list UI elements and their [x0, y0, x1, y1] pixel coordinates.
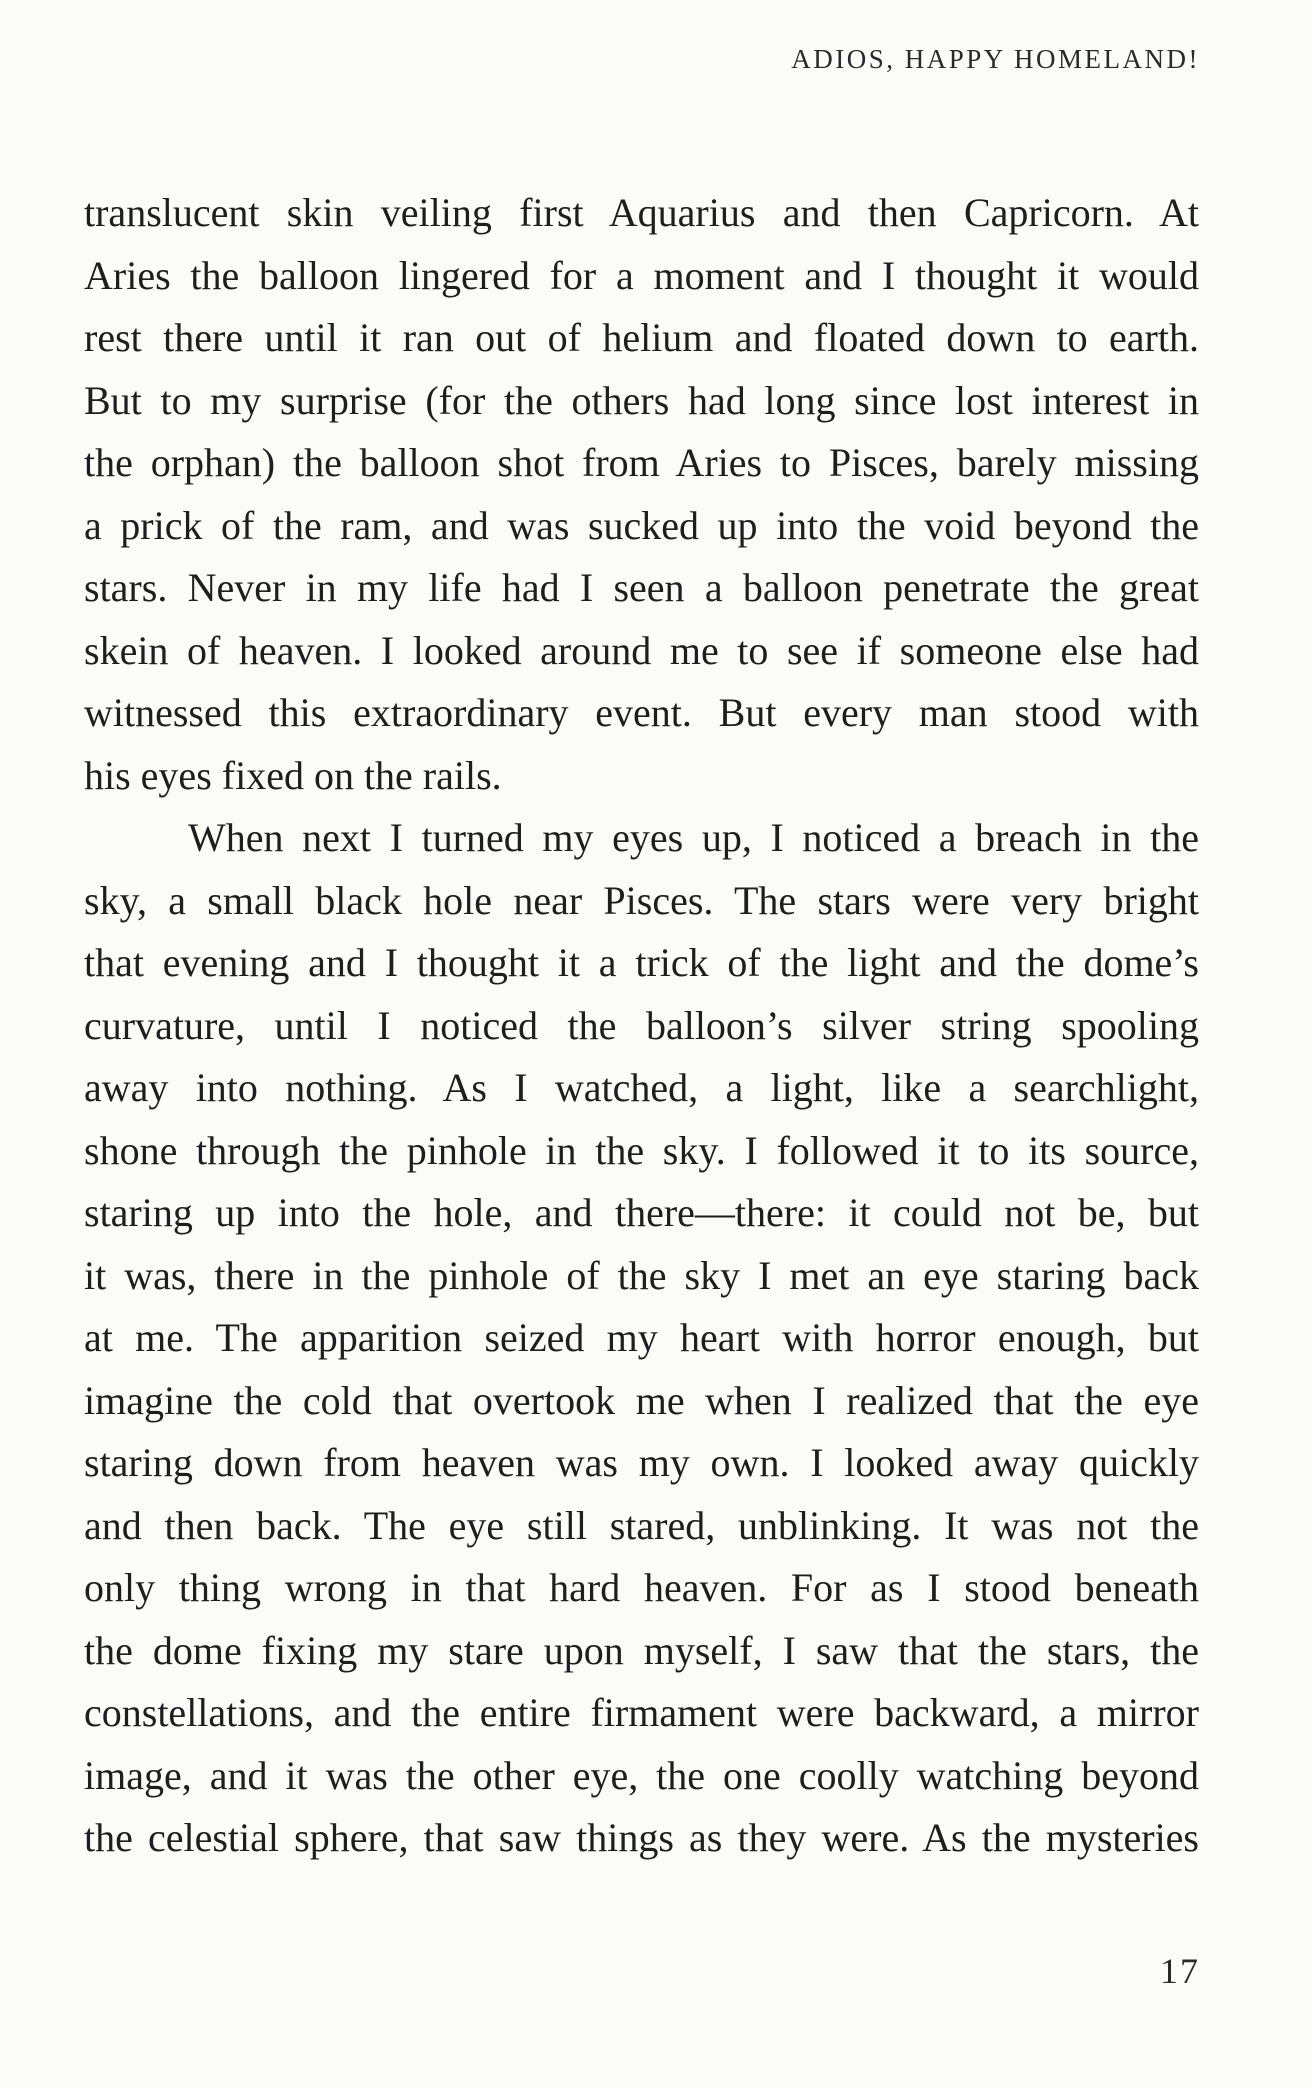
text-line: imagine the cold that overtook me when I realized that the eye [84, 1377, 1199, 1423]
text-line: constellations, and the entire firmament were backward, a mirror [84, 1690, 1199, 1735]
text-line: shone through the pinhole in the sky. I followed it to its source, [84, 1127, 1199, 1173]
text-line: only thing wrong in that hard heaven. For as I stood beneath [84, 1565, 1199, 1610]
text-line: stars. Never in my life had I seen a balloon penetrate the great [84, 565, 1199, 610]
text-line: staring down from heaven was my own. I looked away quickly [84, 1440, 1199, 1485]
text-line: staring up into the hole, and there—there: it could not be, but [84, 1190, 1199, 1235]
text-line: witnessed this extraordinary event. But every man stood with [84, 690, 1199, 735]
text-line: the dome fixing my stare upon myself, I saw that the stars, the [84, 1627, 1199, 1673]
text-line: rest there until it ran out of helium and floated down to earth. [84, 315, 1199, 360]
body-text [84, 182, 1199, 1870]
text-line: image, and it was the other eye, the one coolly watching beyond [84, 1752, 1199, 1798]
text-line: and then back. The eye still stared, unblinking. It was not the [84, 1502, 1199, 1548]
text-line: at me. The apparition seized my heart with horror enough, but [84, 1315, 1199, 1360]
text-line: curvature, until I noticed the balloon’s silver string spooling [84, 1002, 1199, 1048]
text-line: the orphan) the balloon shot from Aries to Pisces, barely missing [84, 440, 1199, 485]
text-line: Aries the balloon lingered for a moment and I thought it would [84, 252, 1199, 298]
page-number: 17 [1160, 1951, 1200, 1991]
text-line: the celestial sphere, that saw things as they were. As the mysteries [84, 1815, 1199, 1860]
text-line: it was, there in the pinhole of the sky I met an eye staring back [84, 1252, 1199, 1298]
text-line: away into nothing. As I watched, a light, like a searchlight, [84, 1065, 1199, 1110]
text-line: But to my surprise (for the others had long since lost interest in [84, 377, 1199, 423]
text-line: a prick of the ram, and was sucked up into the void beyond the [84, 502, 1199, 548]
text-line: skein of heaven. I looked around me to see if someone else had [84, 627, 1199, 673]
text-line: When next I turned my eyes up, I noticed a breach in the [188, 815, 1199, 860]
text-line: that evening and I thought it a trick of the light and the dome’s [84, 940, 1199, 985]
text-line: sky, a small black hole near Pisces. The stars were very bright [84, 877, 1199, 923]
text-line: translucent skin veiling first Aquarius and then Capricorn. At [84, 190, 1199, 235]
text-line: his eyes fixed on the rails. [84, 752, 502, 798]
running-head: ADIOS, HAPPY HOMELAND! [791, 44, 1200, 74]
